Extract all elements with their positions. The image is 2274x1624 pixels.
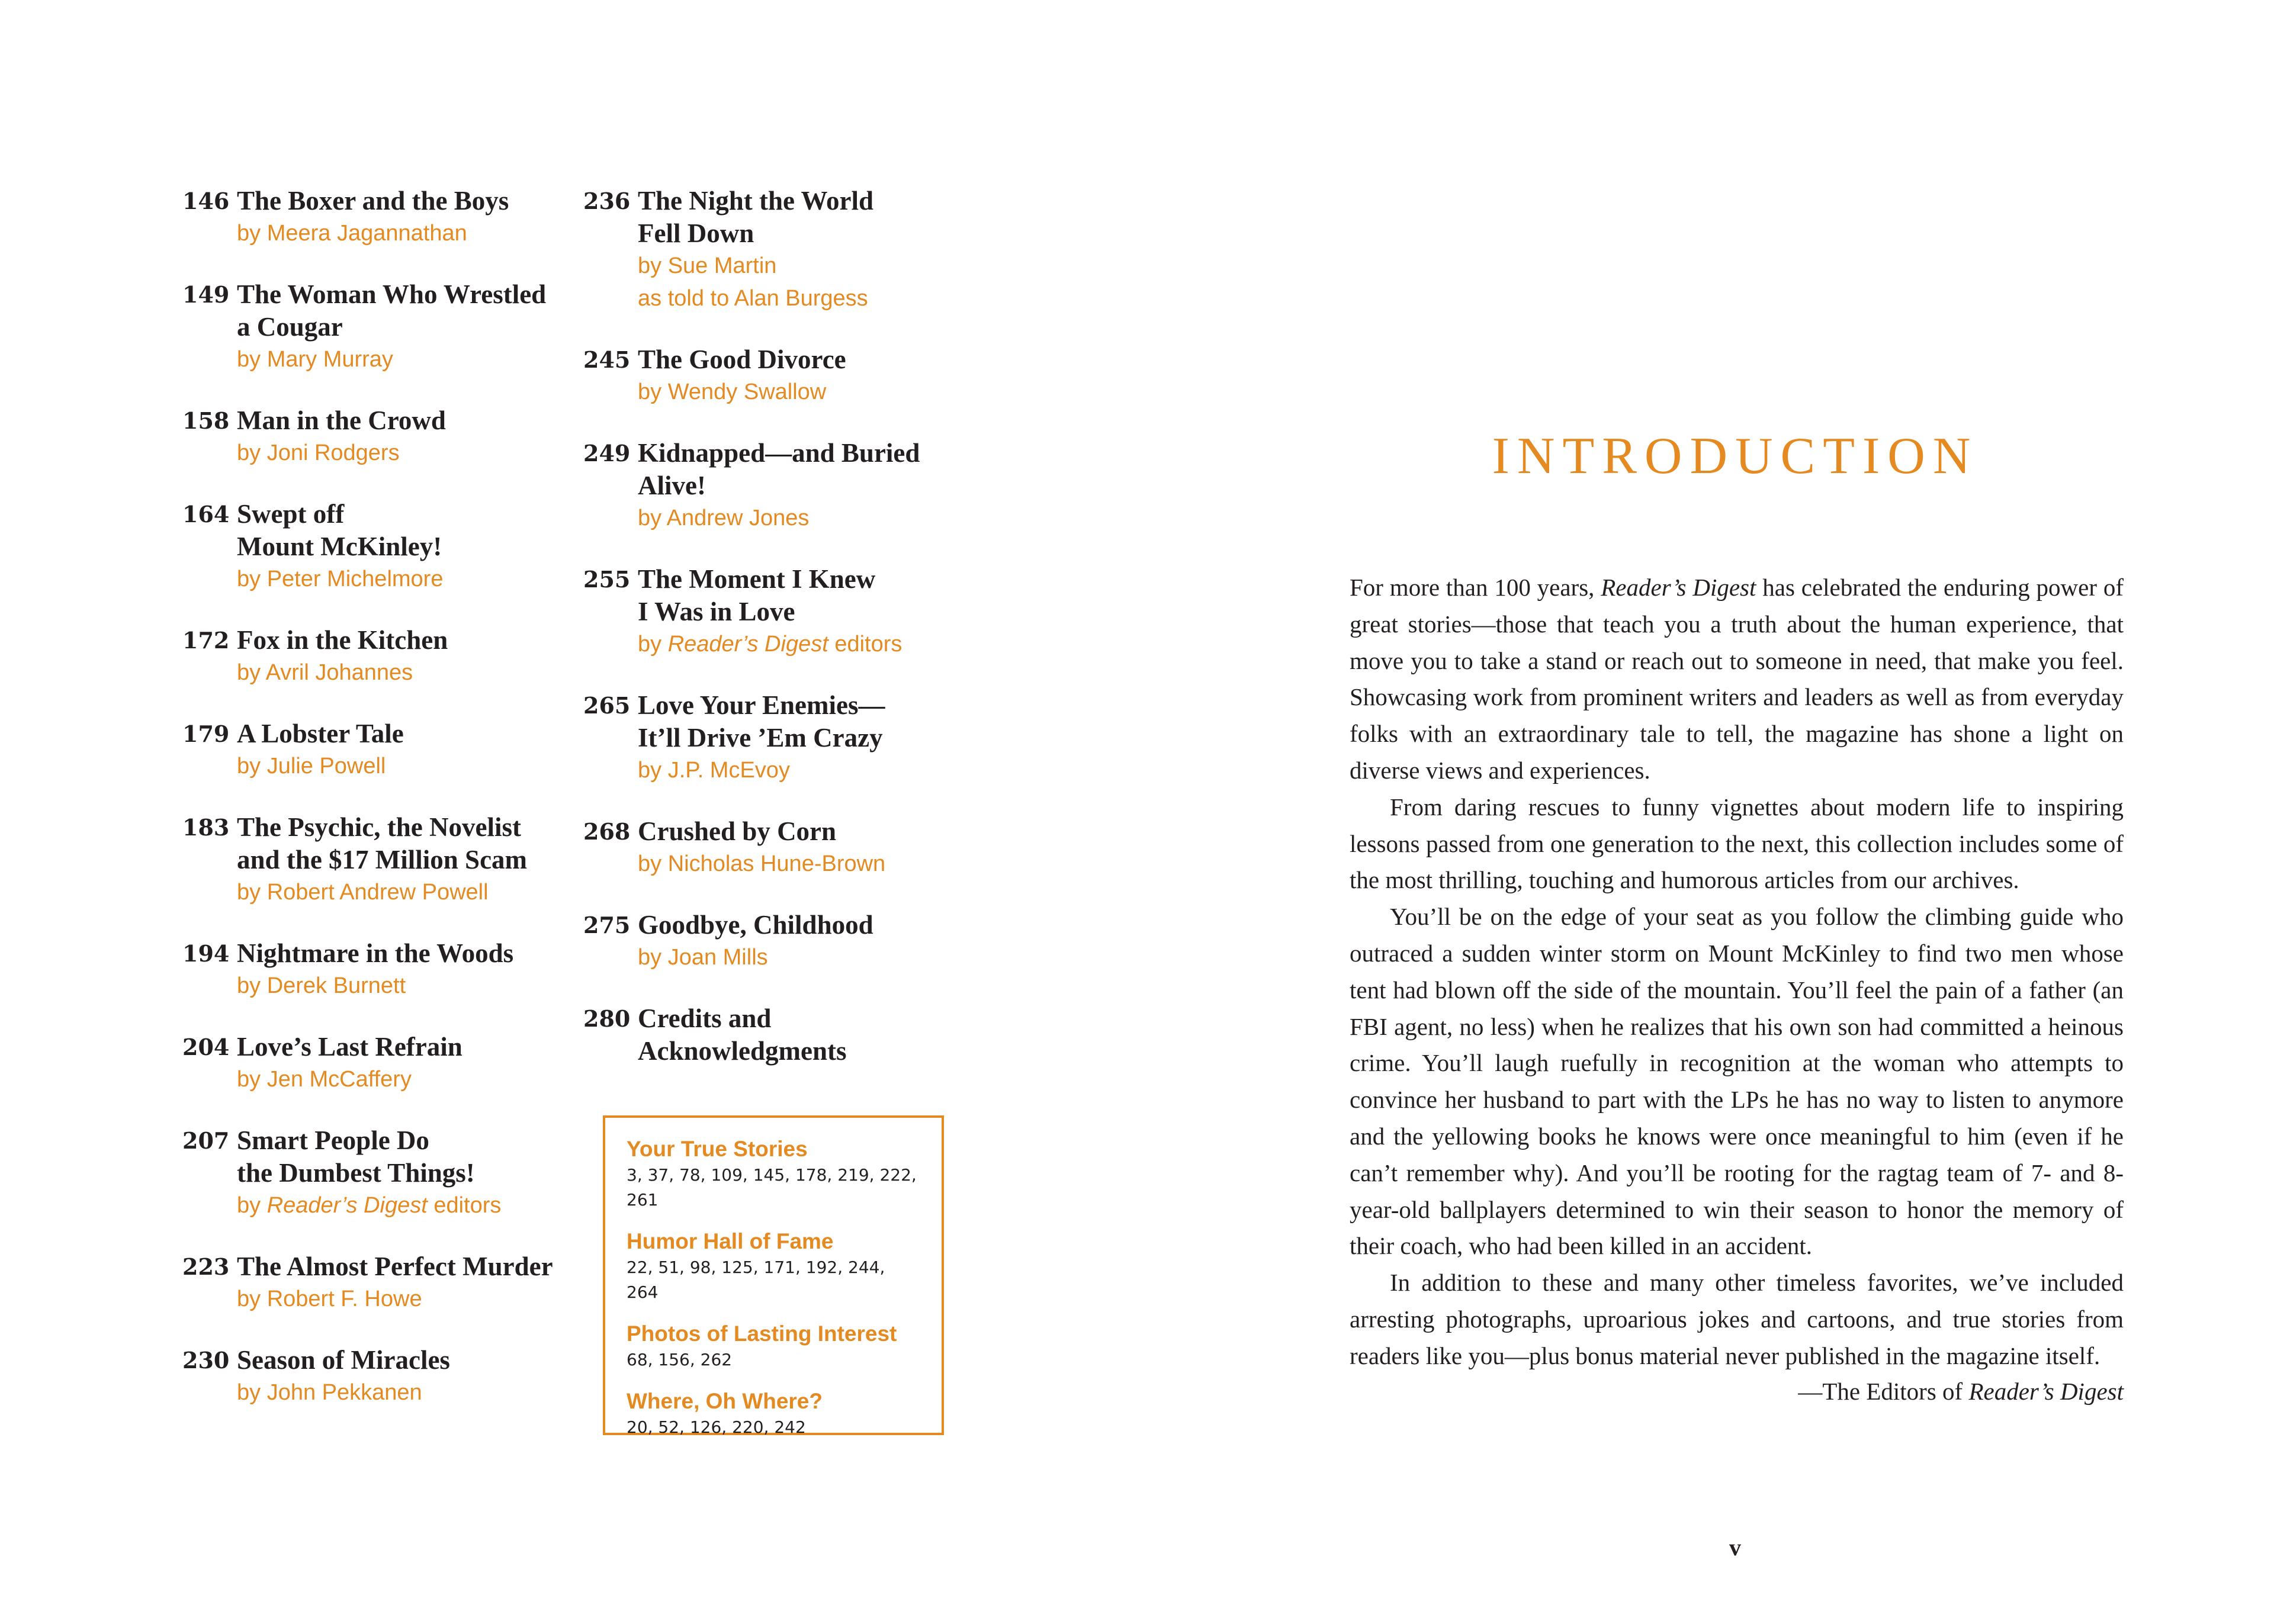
toc-title: Season of Miracles [237,1345,450,1375]
toc-entry [182,718,561,783]
toc-entry [182,624,561,689]
toc-entry-text [237,404,561,469]
feature-item [627,1228,920,1305]
toc-title: The Psychic, the Novelist and the $17 Million Scam [237,812,528,874]
toc-byline: by Jen McCaffery [237,1067,412,1092]
toc-page-number: 245 [583,346,631,373]
feature-item [627,1136,920,1213]
toc-page-number: 194 [182,940,230,967]
toc-entry [182,185,561,250]
toc-byline: by Avril Johannes [237,660,413,685]
toc-page-number: 275 [583,912,631,938]
feature-item [627,1388,920,1440]
toc-byline: by Sue Martin as told to Alan Burgess [638,253,868,311]
toc-entry-text [237,1250,561,1316]
toc-entry-text [638,909,974,974]
feature-heading: Your True Stories [627,1137,808,1161]
toc-entry [583,909,974,974]
toc-entry [182,1031,561,1096]
toc-entry [583,1002,974,1067]
byline-suffix: editors [828,632,902,657]
toc-entry-text [638,343,974,409]
toc-entry [182,278,561,376]
intro-paragraph [1350,570,2124,789]
toc-entry [583,815,974,880]
toc-entry [583,689,974,787]
toc-entry-text [638,437,974,535]
byline-suffix: editors [427,1193,502,1218]
toc-byline: by Robert Andrew Powell [237,880,489,905]
toc-byline: by Nicholas Hune-Brown [638,851,886,876]
toc-title: Smart People Do the Dumbest Things! [237,1125,475,1188]
toc-page-number: 249 [583,440,631,467]
toc-entry-text [638,185,974,315]
magazine-title: Reader’s Digest [266,1193,428,1218]
toc-byline: by John Pekkanen [237,1380,422,1405]
toc-page-number: 172 [182,627,230,654]
toc-column-2 [583,185,974,1096]
toc-page-number: 149 [182,281,230,308]
toc-entry [583,343,974,409]
toc-byline: by J.P. McEvoy [638,758,790,783]
toc-page-number: 183 [182,814,230,841]
toc-entry-text [237,718,561,783]
toc-page-number: 265 [583,692,631,719]
toc-entry-text [638,1002,974,1067]
toc-title: Swept off Mount McKinley! [237,499,442,561]
toc-entry [182,1250,561,1316]
toc-byline: by Derek Burnett [237,973,406,998]
signoff-text: —The Editors of [1798,1378,1969,1405]
feature-pages: 3, 37, 78, 109, 145, 178, 219, 222, 261 [627,1165,917,1210]
intro-body [1350,570,2124,1375]
toc-title: The Night the World Fell Down [638,186,873,248]
feature-heading: Where, Oh Where? [627,1389,823,1413]
toc-page-number: 179 [182,721,230,747]
toc-entry [182,811,561,909]
features-box [603,1115,944,1435]
toc-page-number: 146 [182,188,230,214]
feature-heading: Photos of Lasting Interest [627,1321,897,1346]
toc-byline: by Wendy Swallow [638,380,827,404]
intro-paragraph: From daring rescues to funny vignettes about modern life to inspiring lessons passed from one generation to the next, this collection includes some of the most thrilling, touching and humorous articles from our archives. [1350,793,2124,894]
toc-title: The Woman Who Wrestled a Cougar [237,279,547,342]
toc-page-number: 230 [182,1347,230,1374]
toc-title: The Boxer and the Boys [237,186,509,216]
intro-heading: INTRODUCTION [1492,427,1978,485]
toc-title: A Lobster Tale [237,719,404,748]
feature-heading: Humor Hall of Fame [627,1229,834,1253]
feature-pages: 22, 51, 98, 125, 171, 192, 244, 264 [627,1258,885,1302]
intro-paragraph: You’ll be on the edge of your seat as you follow the climbing guide who outraced a sudden winter storm on Mount McKinley to find two men whose tent had blown off the side of the mountain. You’ll feel the pain of a father (an FBI agent, no less) when he realizes that his own son had committed a heinous crime. You’ll laugh ruefully in recognition at the woman who attempts to convince her husband to part with the LPs he has no way to listen to anymore and the yellowing books he knows were once meaningful to him (even if he can’t remember why). And you’ll be rooting for the ragtag team of 7- and 8-year-old ballplayers determined to win their season to honor the memory of their coach, who had been killed in an accident. [1350,903,2124,1260]
toc-entry-text [237,811,561,909]
toc-entry-text [237,1031,561,1096]
toc-page-number: 164 [182,501,230,528]
byline-prefix: by [638,632,668,657]
toc-entry [583,563,974,661]
toc-title: The Moment I Knew I Was in Love [638,564,876,626]
magazine-title: Reader’s Digest [1601,574,1756,601]
feature-item [627,1320,920,1372]
toc-byline: by Joni Rodgers [237,440,400,465]
toc-title: The Almost Perfect Murder [237,1252,553,1281]
toc-entry-text [237,1344,561,1409]
toc-entry-text [638,815,974,880]
toc-byline: by Robert F. Howe [237,1287,422,1311]
toc-entry-text [638,563,974,661]
toc-page-number: 158 [182,407,230,434]
toc-byline: by Peter Michelmore [237,567,444,591]
toc-entry [182,404,561,469]
toc-title: Love Your Enemies— It’ll Drive ’Em Crazy [638,690,885,752]
toc-column-1 [182,185,561,1438]
toc-entry-text [237,278,561,376]
toc-entry [583,185,974,315]
toc-page-number: 207 [182,1127,230,1154]
toc-byline [638,628,974,661]
toc-page-number: 204 [182,1034,230,1060]
toc-entry-text [237,624,561,689]
toc-byline: by Joan Mills [638,945,768,970]
toc-entry-text [638,689,974,787]
toc-title: The Good Divorce [638,345,846,374]
toc-page-number: 280 [583,1005,631,1032]
toc-page-number: 255 [583,566,631,593]
byline-prefix: by [237,1193,267,1218]
toc-byline: by Julie Powell [237,754,386,779]
toc-byline [237,1189,561,1222]
toc-title: Kidnapped—and Buried Alive! [638,438,920,500]
toc-entry-text [237,498,561,596]
toc-entry [182,937,561,1002]
page-number: v [1729,1534,1741,1561]
toc-page-number: 268 [583,818,631,845]
magazine-title: Reader’s Digest [1968,1378,2124,1405]
toc-byline: by Meera Jagannathan [237,221,467,246]
intro-text: has celebrated the enduring power of great stories—those that teach you a truth about the human experience, that move you to take a stand or reach out to someone in need, that make you feel. Showcasing work from prominent writers and leaders as well as from everyday folks with an extraordinary tale to tell, the magazine has shone a light on diverse views and experiences. [1350,574,2124,784]
toc-title: Credits and Acknowledgments [638,1004,847,1066]
toc-entry [182,1344,561,1409]
toc-byline: by Andrew Jones [638,506,810,530]
toc-entry [182,498,561,596]
toc-entry-text [237,1124,561,1222]
toc-title: Crushed by Corn [638,816,837,846]
toc-entry [182,1124,561,1222]
toc-page-number: 236 [583,188,631,214]
toc-title: Man in the Crowd [237,406,446,435]
editors-signoff [1350,1373,2124,1410]
magazine-title: Reader’s Digest [667,632,828,657]
toc-title: Nightmare in the Woods [237,938,514,968]
toc-entry-text [237,937,561,1002]
feature-pages: 20, 52, 126, 220, 242 [627,1417,806,1437]
toc-title: Goodbye, Childhood [638,910,873,940]
toc-entry [583,437,974,535]
intro-text: For more than 100 years, [1350,574,1601,601]
toc-title: Love’s Last Refrain [237,1032,462,1062]
feature-pages: 68, 156, 262 [627,1350,733,1369]
toc-entry-text [237,185,561,250]
toc-title: Fox in the Kitchen [237,625,448,655]
toc-page-number: 223 [182,1253,230,1280]
toc-byline: by Mary Murray [237,347,393,372]
intro-paragraph: In addition to these and many other timeless favorites, we’ve included arresting photographs, uproarious jokes and cartoons, and true stories from readers like you—plus bonus material never published in the magazine itself. [1350,1269,2124,1369]
